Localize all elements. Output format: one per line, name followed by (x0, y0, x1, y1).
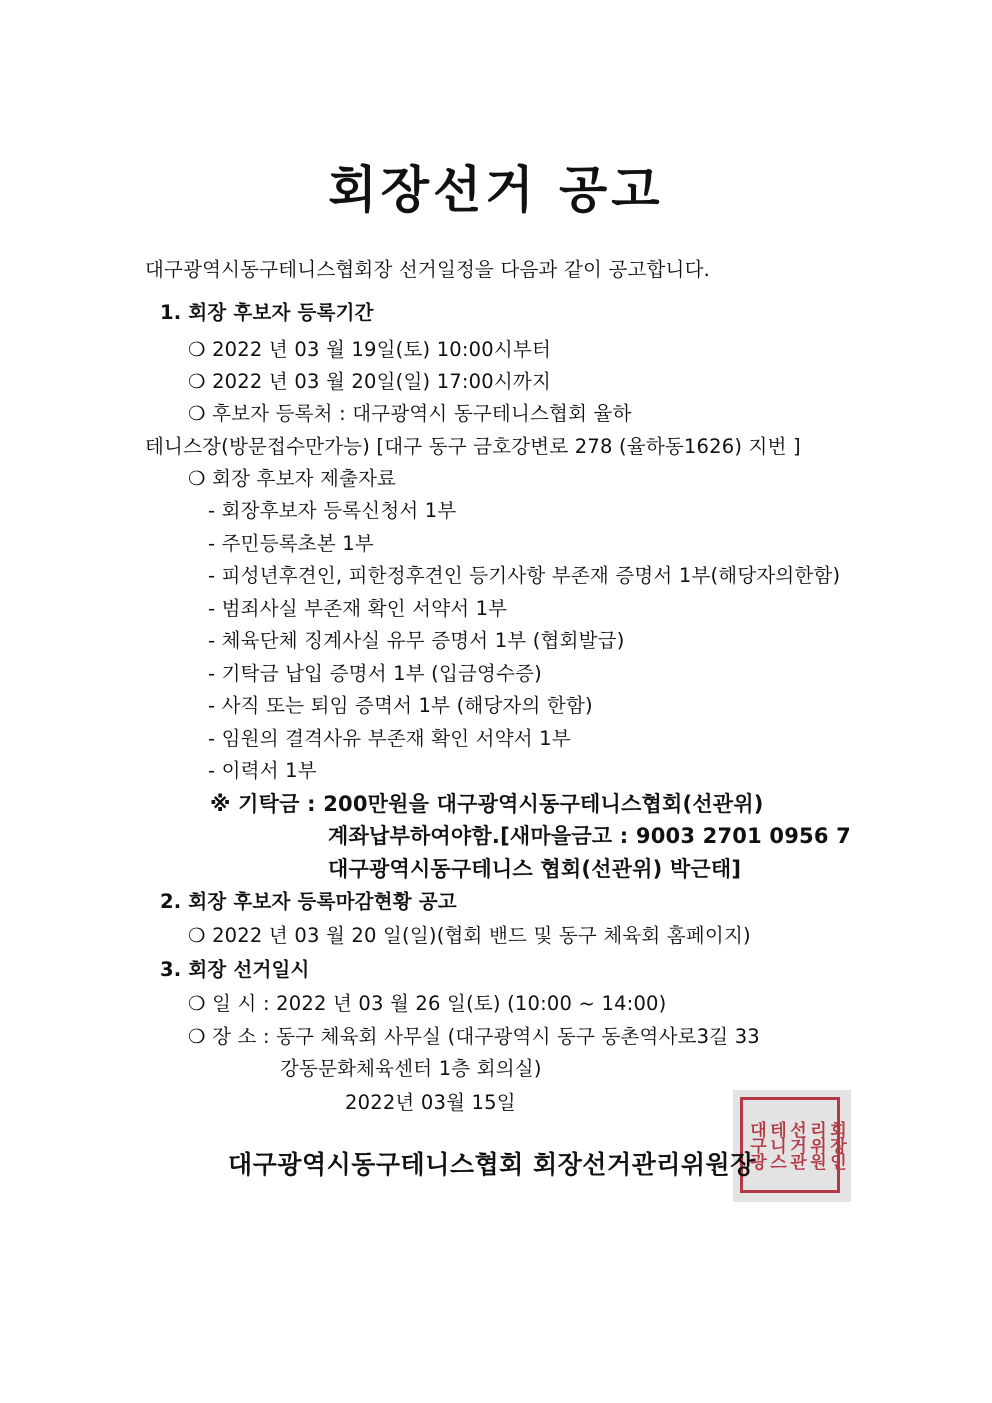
deposit-note-line1: ※ 기탁금 : 200만원을 대구광역시동구테니스협회(선관위) (210, 792, 764, 816)
seal-glyphs: 회장인 (826, 1121, 846, 1169)
document-item: - 사직 또는 퇴임 증멱서 1부 (해당자의 한함) (208, 694, 593, 717)
document-item: - 임원의 결격사유 부존재 확인 서약서 1부 (208, 727, 571, 750)
registration-start: ❍ 2022 년 03 월 19일(토) 10:00시부터 (188, 338, 551, 361)
document-item: - 회장후보자 등록신청서 1부 (208, 499, 457, 522)
deadline-announcement: ❍ 2022 년 03 월 20 일(일)(협회 밴드 및 동구 체육회 홈페이지) (188, 924, 751, 947)
registration-place-line2: 테니스장(방문접수만가능) [대구 동구 금호강변로 278 (율하동1626) 지번 ] (145, 435, 801, 458)
page-title: 회장선거 공고 (328, 161, 664, 219)
document-item: - 체육단체 징계사실 유무 증명서 1부 (협회발급) (208, 629, 625, 652)
election-place-line1: ❍ 장 소 : 동구 체육회 사무실 (대구광역시 동구 동촌역사로3길 33 (188, 1025, 760, 1048)
document-item: - 기탁금 납입 증명서 1부 (입금영수증) (208, 662, 542, 685)
deposit-note-line2: 계좌납부하여야함.[새마을금고 : 9003 2701 0956 7 (328, 824, 851, 848)
election-place-line2: 강동문화체육센터 1층 회의실) (280, 1057, 542, 1080)
election-date: ❍ 일 시 : 2022 년 03 월 26 일(토) (10:00 ~ 14:00) (188, 992, 667, 1015)
seal-frame (740, 1097, 846, 1193)
document-item: - 범죄사실 부존재 확인 서약서 1부 (208, 597, 508, 620)
seal-glyphs: 대구광 (746, 1121, 766, 1169)
seal-glyphs: 선거관 (786, 1121, 806, 1169)
documents-heading: ❍ 회장 후보자 제출자료 (188, 467, 397, 490)
document-item: - 이력서 1부 (208, 759, 317, 782)
section1-heading: 1. 회장 후보자 등록기간 (160, 301, 374, 324)
section3-heading: 3. 회장 선거일시 (160, 958, 310, 981)
document-item: - 피성년후견인, 피한정후견인 등기사항 부존재 증명서 1부(해당자의한함) (208, 564, 841, 587)
organization-signature: 대구광역시동구테니스협회 회장선거관리위원장 (228, 1150, 755, 1179)
registration-end: ❍ 2022 년 03 월 20일(일) 17:00시까지 (188, 370, 551, 393)
notice-date: 2022년 03월 15일 (345, 1091, 516, 1114)
seal-glyphs: 테니스 (766, 1121, 786, 1169)
registration-place-line1: ❍ 후보자 등록처 : 대구광역시 동구테니스협회 율하 (188, 402, 632, 425)
deposit-note-line3: 대구광역시동구테니스 협회(선관위) 박근태] (328, 857, 742, 881)
seal-glyphs: 리위원 (806, 1121, 826, 1169)
section2-heading: 2. 회장 후보자 등록마감현황 공고 (160, 890, 457, 913)
intro-text: 대구광역시동구테니스협회장 선거일정을 다음과 같이 공고합니다. (145, 258, 711, 281)
document-item: - 주민등록초본 1부 (208, 532, 374, 555)
